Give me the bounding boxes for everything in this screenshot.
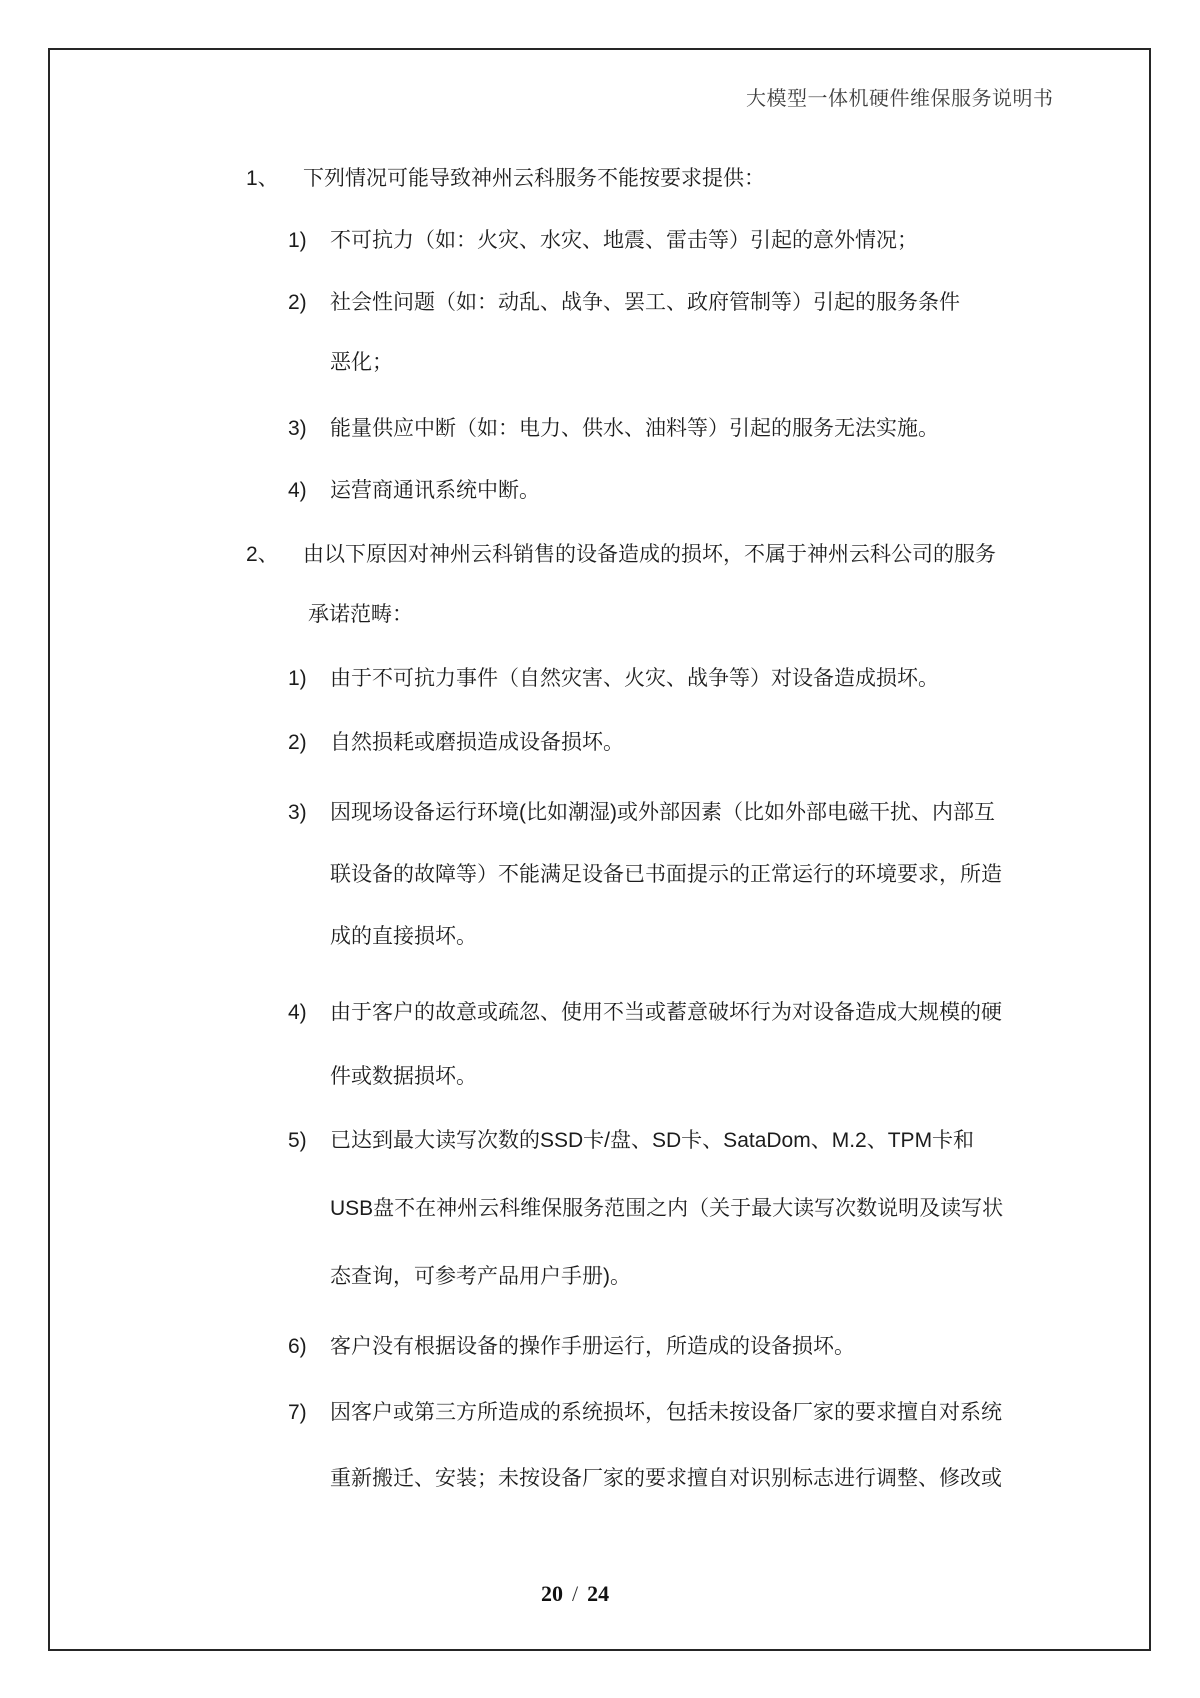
list-text: USB盘不在神州云科维保服务范围之内（关于最大读写次数说明及读写状 xyxy=(330,1197,1004,1220)
list-item-2-4-cont xyxy=(0,1064,1200,1094)
list-marker: 7) xyxy=(288,1401,307,1424)
list-text: 件或数据损坏。 xyxy=(330,1065,477,1088)
list-marker: 2) xyxy=(288,291,307,314)
list-item-2-3 xyxy=(0,800,1200,830)
list-item-2-2 xyxy=(0,730,1200,760)
list-text: 承诺范畴： xyxy=(308,603,413,626)
list-text: 自然损耗或磨损造成设备损坏。 xyxy=(330,731,624,754)
page-number-separator: / xyxy=(571,1581,579,1606)
list-item-1-3 xyxy=(0,416,1200,446)
list-text: 联设备的故障等）不能满足设备已书面提示的正常运行的环境要求，所造 xyxy=(330,863,1002,886)
list-text: 因客户或第三方所造成的系统损坏，包括未按设备厂家的要求擅自对系统 xyxy=(330,1401,1002,1424)
page-footer xyxy=(0,1581,1150,1607)
list-text: 不可抗力（如：火灾、水灾、地震、雷击等）引起的意外情况； xyxy=(330,229,918,252)
list-marker: 2、 xyxy=(246,543,279,566)
list-text: 下列情况可能导致神州云科服务不能按要求提供： xyxy=(303,167,765,190)
list-text: 重新搬迁、安装；未按设备厂家的要求擅自对识别标志进行调整、修改或 xyxy=(330,1467,1002,1490)
list-item-2-1 xyxy=(0,666,1200,696)
list-item-2-5-cont2 xyxy=(0,1264,1200,1294)
list-marker: 1) xyxy=(288,667,307,690)
list-text: 态查询，可参考产品用户手册)。 xyxy=(330,1265,631,1288)
list-marker: 4) xyxy=(288,1001,307,1024)
current-page-number: 20 xyxy=(540,1581,563,1606)
list-text: 能量供应中断（如：电力、供水、油料等）引起的服务无法实施。 xyxy=(330,417,939,440)
list-text: 由于不可抗力事件（自然灾害、火灾、战争等）对设备造成损坏。 xyxy=(330,667,939,690)
list-marker: 1、 xyxy=(246,167,279,190)
list-text: 已达到最大读写次数的SSD卡/盘、SD卡、SataDom、M.2、TPM卡和 xyxy=(330,1129,975,1152)
list-item-2-cont xyxy=(0,602,1200,632)
list-marker: 6) xyxy=(288,1335,307,1358)
list-item-2-3-cont1 xyxy=(0,862,1200,892)
list-item-1-2 xyxy=(0,290,1200,320)
list-text: 由于客户的故意或疏忽、使用不当或蓄意破坏行为对设备造成大规模的硬 xyxy=(330,1001,1002,1024)
list-item-2-6 xyxy=(0,1334,1200,1364)
list-text: 社会性问题（如：动乱、战争、罢工、政府管制等）引起的服务条件 xyxy=(330,291,960,314)
list-item-1 xyxy=(0,166,1200,196)
list-marker: 4) xyxy=(288,479,307,502)
list-text: 恶化； xyxy=(330,351,393,374)
list-text: 成的直接损坏。 xyxy=(330,925,477,948)
list-item-1-1 xyxy=(0,228,1200,258)
list-item-2-4 xyxy=(0,1000,1200,1030)
list-item-2-7 xyxy=(0,1400,1200,1430)
list-item-2-3-cont2 xyxy=(0,924,1200,954)
list-marker: 3) xyxy=(288,417,307,440)
list-item-2-7-cont xyxy=(0,1466,1200,1496)
list-marker: 1) xyxy=(288,229,307,252)
list-marker: 2) xyxy=(288,731,307,754)
list-item-2-5 xyxy=(0,1128,1200,1158)
total-page-number: 24 xyxy=(587,1581,610,1606)
list-marker: 5) xyxy=(288,1129,307,1152)
page-header-title: 大模型一体机硬件维保服务说明书 xyxy=(746,88,1054,110)
list-item-2-5-cont1 xyxy=(0,1196,1200,1226)
list-text: 运营商通讯系统中断。 xyxy=(330,479,540,502)
list-item-1-4 xyxy=(0,478,1200,508)
list-text: 由以下原因对神州云科销售的设备造成的损坏，不属于神州云科公司的服务 xyxy=(303,543,996,566)
list-marker: 3) xyxy=(288,801,307,824)
list-text: 因现场设备运行环境(比如潮湿)或外部因素（比如外部电磁干扰、内部互 xyxy=(330,801,995,824)
list-item-1-2-cont xyxy=(0,350,1200,380)
list-text: 客户没有根据设备的操作手册运行，所造成的设备损坏。 xyxy=(330,1335,855,1358)
list-item-2 xyxy=(0,542,1200,572)
